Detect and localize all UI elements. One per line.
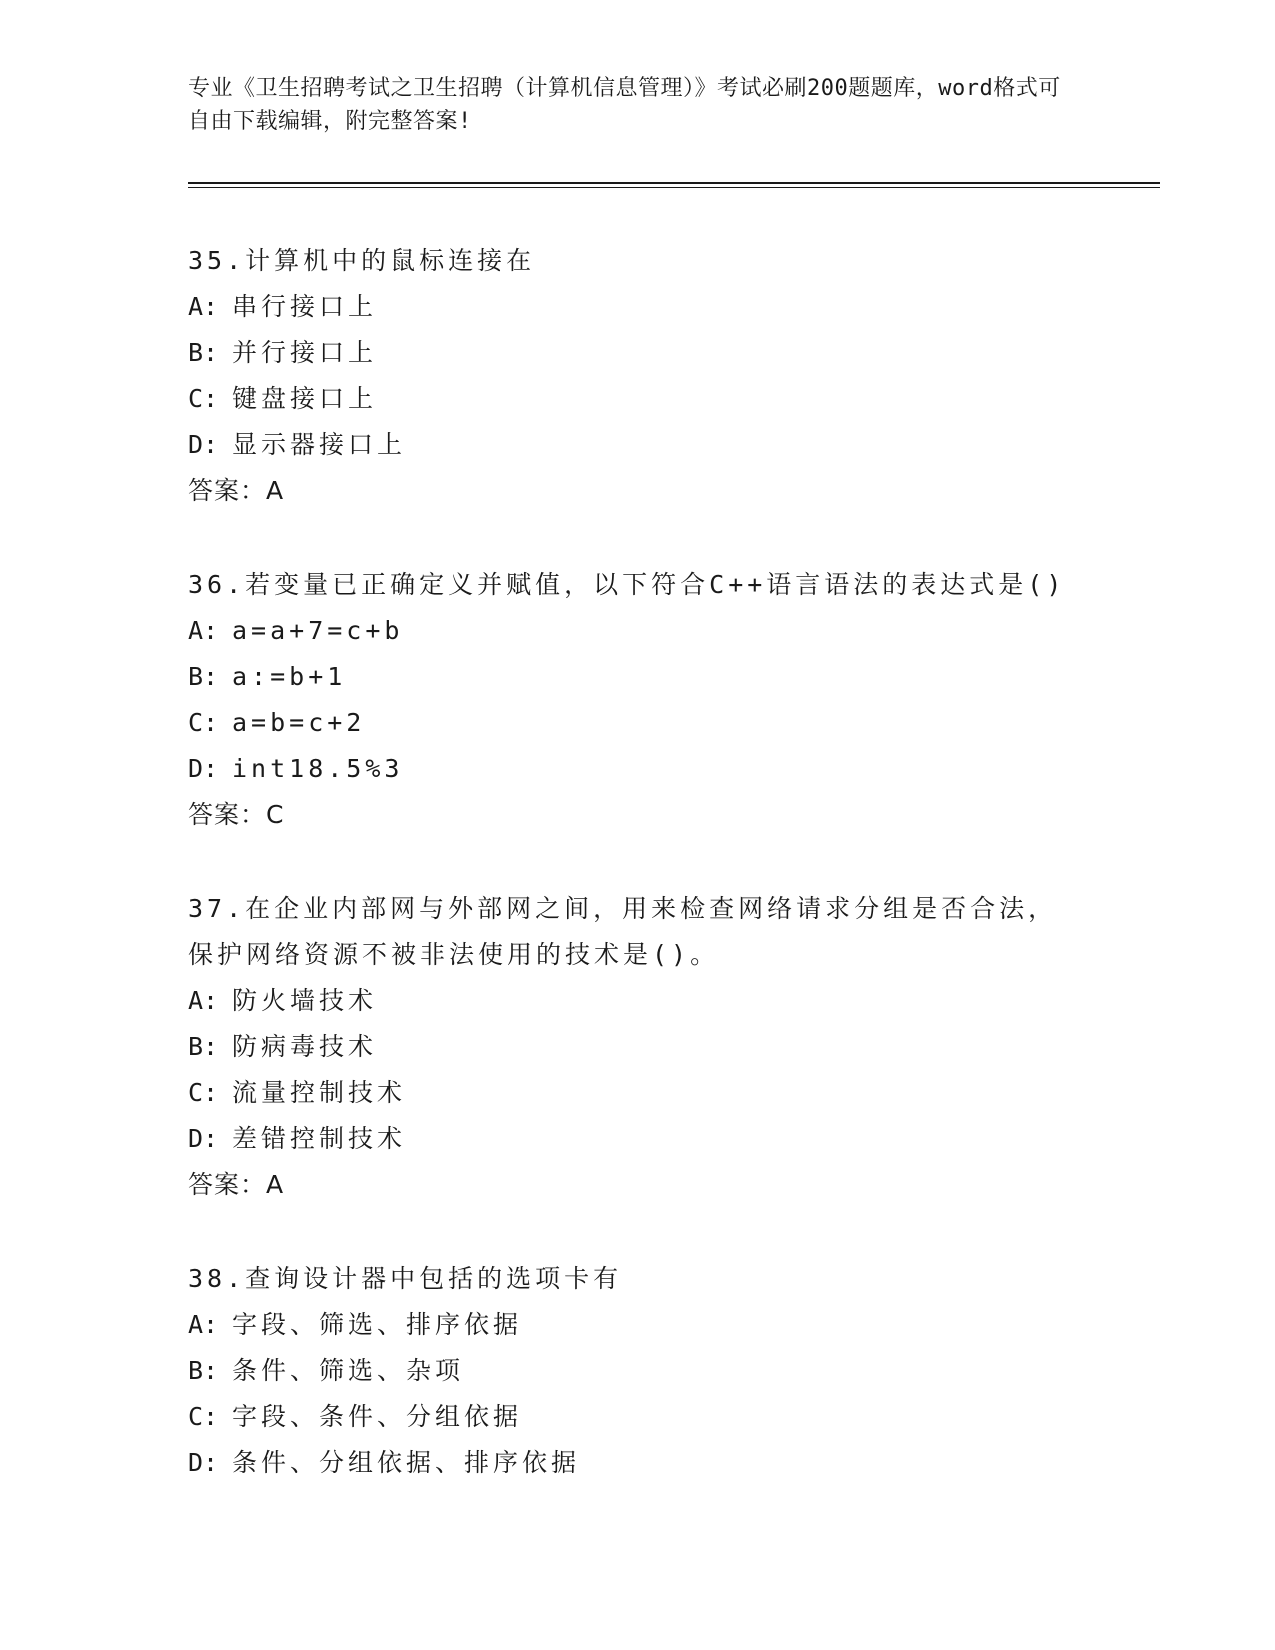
option-text: a=a+7=c+b bbox=[232, 616, 404, 645]
option-key: A: bbox=[188, 986, 219, 1015]
question-text: 35.计算机中的鼠标连接在 bbox=[188, 246, 536, 275]
option-text: int18.5%3 bbox=[232, 754, 404, 783]
option-d bbox=[188, 422, 1188, 468]
option-c bbox=[188, 1394, 1188, 1440]
question-35 bbox=[188, 238, 1188, 514]
option-key: A: bbox=[188, 292, 219, 321]
option-key: B: bbox=[188, 1356, 219, 1385]
option-b bbox=[188, 654, 1188, 700]
option-text: 防火墙技术 bbox=[232, 986, 378, 1015]
option-text: 差错控制技术 bbox=[232, 1124, 407, 1153]
answer-text: 答案：A bbox=[188, 476, 285, 505]
question-list bbox=[188, 238, 1188, 1486]
option-key: D: bbox=[188, 1124, 219, 1153]
option-text: 防病毒技术 bbox=[232, 1032, 378, 1061]
option-a bbox=[188, 1302, 1188, 1348]
option-text: 显示器接口上 bbox=[232, 430, 407, 459]
option-a bbox=[188, 608, 1188, 654]
option-text: 条件、分组依据、排序依据 bbox=[232, 1448, 581, 1477]
document-page bbox=[188, 72, 1188, 1534]
option-c bbox=[188, 376, 1188, 422]
option-text: 条件、筛选、杂项 bbox=[232, 1356, 465, 1385]
option-c bbox=[188, 1070, 1188, 1116]
option-key: A: bbox=[188, 1310, 219, 1339]
option-text: 并行接口上 bbox=[232, 338, 378, 367]
answer-text: 答案：C bbox=[188, 800, 285, 829]
document-header: 专业《卫生招聘考试之卫生招聘（计算机信息管理）》考试必刷200题题库，word格式可自由下载编辑，附完整答案! bbox=[188, 76, 1061, 134]
option-key: D: bbox=[188, 754, 219, 783]
option-d bbox=[188, 746, 1188, 792]
option-key: C: bbox=[188, 1078, 219, 1107]
option-b bbox=[188, 1024, 1188, 1070]
option-b bbox=[188, 330, 1188, 376]
header-divider bbox=[188, 182, 1160, 188]
option-text: 字段、筛选、排序依据 bbox=[232, 1310, 523, 1339]
option-text: a=b=c+2 bbox=[232, 708, 366, 737]
option-key: A: bbox=[188, 616, 219, 645]
question-38 bbox=[188, 1256, 1188, 1486]
option-key: B: bbox=[188, 338, 219, 367]
option-text: 字段、条件、分组依据 bbox=[232, 1402, 523, 1431]
option-key: D: bbox=[188, 1448, 219, 1477]
option-key: C: bbox=[188, 384, 219, 413]
option-b bbox=[188, 1348, 1188, 1394]
option-d bbox=[188, 1116, 1188, 1162]
question-text: 38.查询设计器中包括的选项卡有 bbox=[188, 1264, 623, 1293]
question-text: 36.若变量已正确定义并赋值，以下符合C++语言语法的表达式是() bbox=[188, 570, 1066, 599]
option-d bbox=[188, 1440, 1188, 1486]
question-37 bbox=[188, 886, 1188, 1208]
answer-text: 答案：A bbox=[188, 1170, 285, 1199]
question-text: 37.在企业内部网与外部网之间，用来检查网络请求分组是否合法，保护网络资源不被非法使用的技术是()。 bbox=[188, 894, 1058, 969]
option-key: B: bbox=[188, 1032, 219, 1061]
option-key: B: bbox=[188, 662, 219, 691]
option-text: 键盘接口上 bbox=[232, 384, 378, 413]
option-text: 串行接口上 bbox=[232, 292, 378, 321]
option-c bbox=[188, 700, 1188, 746]
question-36 bbox=[188, 562, 1188, 838]
option-a bbox=[188, 284, 1188, 330]
option-key: C: bbox=[188, 1402, 219, 1431]
option-key: C: bbox=[188, 708, 219, 737]
option-text: a:=b+1 bbox=[232, 662, 347, 691]
option-a bbox=[188, 978, 1188, 1024]
option-key: D: bbox=[188, 430, 219, 459]
option-text: 流量控制技术 bbox=[232, 1078, 407, 1107]
